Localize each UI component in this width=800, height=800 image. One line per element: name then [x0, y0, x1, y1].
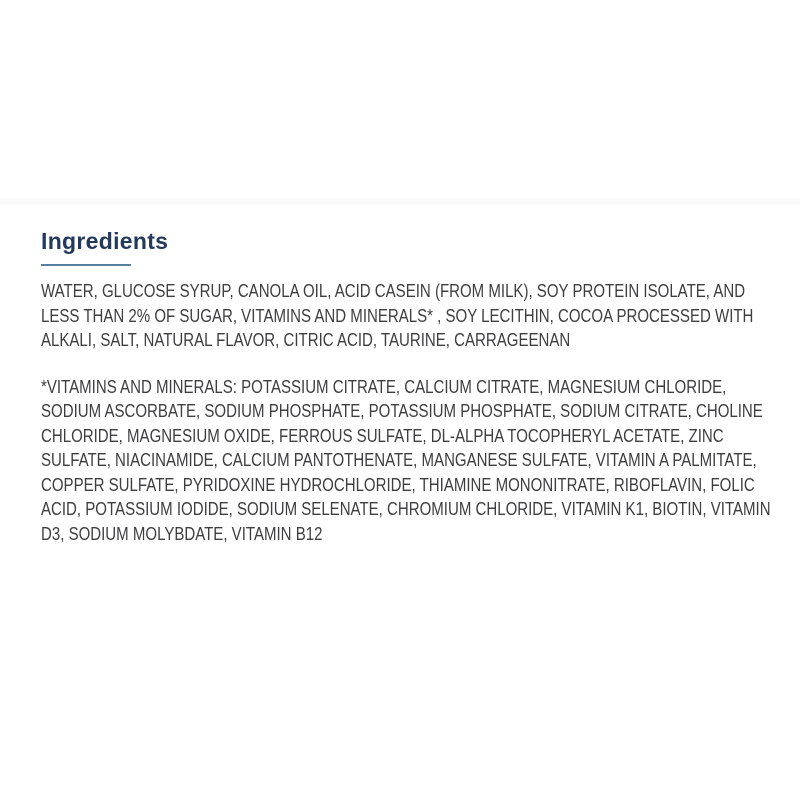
ingredients-heading: Ingredients — [41, 228, 169, 254]
vitamins-minerals-paragraph: *VITAMINS AND MINERALS: POTASSIUM CITRATE, CALCIUM CITRATE, MAGNESIUM CHLORIDE, SODIUM ASCORBATE, SODIUM PHOSPHATE, POTASSIUM PHOSPHATE, SODIUM CITRATE, CHOLINE CHLORIDE, MAGNESIUM OXIDE, FERROUS SULFATE, DL-ALPHA TOCOPHERYL ACETATE, ZINC SULFATE, NIACINAMIDE, CALCIUM PANTOTHENATE, MANGANESE SULFATE, VITAMIN A PALMITATE, COPPER SULFATE, PYRIDOXINE HYDROCHLORIDE, THIAMINE MONONITRATE, RIBOFLAVIN, FOLIC ACID, POTASSIUM IODIDE, SODIUM SELENATE, CHROMIUM CHLORIDE, VITAMIN K1, BIOTIN, VITAMIN D3, SODIUM MOLYBDATE, VITAMIN B12 — [41, 376, 771, 544]
ingredients-list-paragraph: WATER, GLUCOSE SYRUP, CANOLA OIL, ACID CASEIN (FROM MILK), SOY PROTEIN ISOLATE, AND LESS THAN 2% OF SUGAR, VITAMINS AND MINERALS* , SOY LECITHIN, COCOA PROCESSED WITH ALKALI, SALT, NATURAL FLAVOR, CITRIC ACID, TAURINE, CARRAGEENAN — [41, 281, 754, 350]
heading-underline — [41, 264, 131, 266]
ingredients-section — [41, 228, 775, 546]
section-divider — [0, 198, 800, 205]
ingredients-body — [41, 279, 776, 546]
